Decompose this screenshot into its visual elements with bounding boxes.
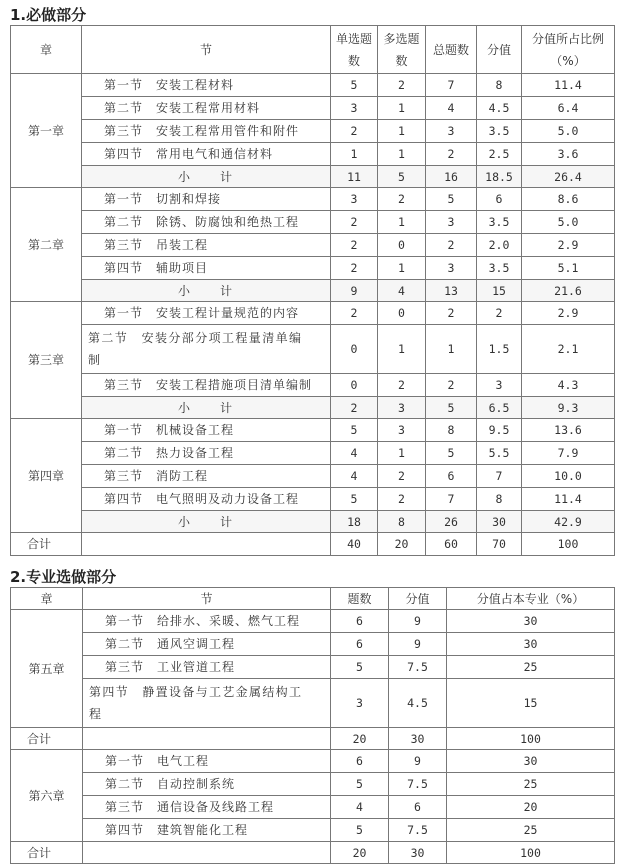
score-value: 30 bbox=[389, 728, 447, 750]
header-row bbox=[11, 26, 615, 74]
score-value: 7.5 bbox=[389, 656, 447, 679]
multi-count: 1 bbox=[378, 442, 426, 465]
section-name: 第一节 切割和焊接 bbox=[82, 188, 331, 211]
section-name: 第一节 电气工程 bbox=[83, 750, 331, 773]
table-row bbox=[11, 796, 615, 819]
count-value: 6 bbox=[331, 750, 389, 773]
ratio-value: 2.9 bbox=[522, 234, 615, 257]
ratio-value: 13.6 bbox=[522, 419, 615, 442]
header-score: 分值 bbox=[389, 588, 447, 610]
score-value: 6 bbox=[389, 796, 447, 819]
multi-count: 4 bbox=[378, 280, 426, 302]
single-count: 2 bbox=[331, 211, 378, 234]
table-row bbox=[11, 488, 615, 511]
total-count: 3 bbox=[426, 120, 477, 143]
chapter-total-row bbox=[11, 842, 615, 864]
count-value: 4 bbox=[331, 796, 389, 819]
total-count: 13 bbox=[426, 280, 477, 302]
multi-count: 1 bbox=[378, 211, 426, 234]
section2-title: 2.专业选做部分 bbox=[10, 568, 117, 586]
score-value: 2.5 bbox=[477, 143, 522, 166]
single-count: 5 bbox=[331, 419, 378, 442]
section-name: 第四节 常用电气和通信材料 bbox=[82, 143, 331, 166]
multi-count: 3 bbox=[378, 397, 426, 419]
single-count: 9 bbox=[331, 280, 378, 302]
multi-count: 2 bbox=[378, 465, 426, 488]
score-value: 6.5 bbox=[477, 397, 522, 419]
chapter-name: 第二章 bbox=[11, 188, 82, 302]
total-count: 4 bbox=[426, 97, 477, 120]
table-row bbox=[11, 419, 615, 442]
chapter-total-empty bbox=[83, 842, 331, 864]
section-name: 第三节 吊装工程 bbox=[82, 234, 331, 257]
multi-count: 3 bbox=[378, 419, 426, 442]
multi-count: 8 bbox=[378, 511, 426, 533]
multi-count: 2 bbox=[378, 74, 426, 97]
single-count: 1 bbox=[331, 143, 378, 166]
table-row bbox=[11, 442, 615, 465]
single-count: 18 bbox=[331, 511, 378, 533]
count-value: 5 bbox=[331, 773, 389, 796]
score-value: 9 bbox=[389, 750, 447, 773]
score-value: 9 bbox=[389, 633, 447, 656]
header-ratio: 分值占本专业（%） bbox=[447, 588, 615, 610]
count-value: 3 bbox=[331, 679, 389, 728]
section-name: 第三节 工业管道工程 bbox=[83, 656, 331, 679]
total-count: 1 bbox=[426, 325, 477, 374]
header-section: 节 bbox=[82, 26, 331, 74]
section-name: 第二节 安装工程常用材料 bbox=[82, 97, 331, 120]
section-name: 第一节 机械设备工程 bbox=[82, 419, 331, 442]
ratio-value: 7.9 bbox=[522, 442, 615, 465]
score-value: 30 bbox=[389, 842, 447, 864]
table-row bbox=[11, 97, 615, 120]
section-name: 第二节 通风空调工程 bbox=[83, 633, 331, 656]
score-value: 15 bbox=[477, 280, 522, 302]
single-count: 2 bbox=[331, 302, 378, 325]
score-value: 7.5 bbox=[389, 773, 447, 796]
subtotal-label: 小 计 bbox=[82, 397, 331, 419]
ratio-value: 11.4 bbox=[522, 488, 615, 511]
multi-count: 1 bbox=[378, 257, 426, 280]
count-value: 5 bbox=[331, 819, 389, 842]
chapter-total-label: 合计 bbox=[11, 842, 83, 864]
ratio-value: 25 bbox=[447, 656, 615, 679]
table-row bbox=[11, 773, 615, 796]
ratio-value: 15 bbox=[447, 679, 615, 728]
header-count: 题数 bbox=[331, 588, 389, 610]
section-name: 第三节 安装工程措施项目清单编制 bbox=[82, 374, 331, 397]
total-count: 8 bbox=[426, 419, 477, 442]
score-value: 3.5 bbox=[477, 211, 522, 234]
ratio-value: 42.9 bbox=[522, 511, 615, 533]
single-count: 3 bbox=[331, 188, 378, 211]
ratio-value: 100 bbox=[447, 842, 615, 864]
section-name: 第三节 通信设备及线路工程 bbox=[83, 796, 331, 819]
ratio-value: 4.3 bbox=[522, 374, 615, 397]
table-row bbox=[11, 374, 615, 397]
total-count: 5 bbox=[426, 397, 477, 419]
chapter-name: 第五章 bbox=[11, 610, 83, 728]
header-multi: 多选题数 bbox=[378, 26, 426, 74]
table-row bbox=[11, 211, 615, 234]
count-value: 20 bbox=[331, 728, 389, 750]
section-name: 第四节 辅助项目 bbox=[82, 257, 331, 280]
ratio-value: 9.3 bbox=[522, 397, 615, 419]
required-section-table bbox=[10, 25, 615, 556]
subtotal-row bbox=[11, 511, 615, 533]
total-count: 2 bbox=[426, 302, 477, 325]
section-name: 第二节 安装分部分项工程量清单编制 bbox=[82, 325, 331, 374]
ratio-value: 3.6 bbox=[522, 143, 615, 166]
ratio-value: 30 bbox=[447, 750, 615, 773]
total-count: 16 bbox=[426, 166, 477, 188]
chapter-total-empty bbox=[83, 728, 331, 750]
total-count: 5 bbox=[426, 188, 477, 211]
single-count: 2 bbox=[331, 397, 378, 419]
ratio-value: 100 bbox=[447, 728, 615, 750]
table-row bbox=[11, 679, 615, 728]
ratio-value: 25 bbox=[447, 819, 615, 842]
section-name: 第四节 静置设备与工艺金属结构工程 bbox=[83, 679, 331, 728]
score-value: 8 bbox=[477, 74, 522, 97]
grand-total-label: 合计 bbox=[11, 533, 82, 556]
score-value: 3.5 bbox=[477, 257, 522, 280]
total-count: 7 bbox=[426, 74, 477, 97]
multi-count: 0 bbox=[378, 302, 426, 325]
single-count: 3 bbox=[331, 97, 378, 120]
multi-count: 20 bbox=[378, 533, 426, 556]
total-count: 2 bbox=[426, 234, 477, 257]
ratio-value: 6.4 bbox=[522, 97, 615, 120]
multi-count: 0 bbox=[378, 234, 426, 257]
table-row bbox=[11, 325, 615, 374]
ratio-value: 5.1 bbox=[522, 257, 615, 280]
section-name: 第三节 消防工程 bbox=[82, 465, 331, 488]
score-value: 4.5 bbox=[477, 97, 522, 120]
single-count: 0 bbox=[331, 374, 378, 397]
header-total: 总题数 bbox=[426, 26, 477, 74]
section-name: 第一节 给排水、采暖、燃气工程 bbox=[83, 610, 331, 633]
count-value: 6 bbox=[331, 610, 389, 633]
chapter-name: 第四章 bbox=[11, 419, 82, 533]
score-value: 9 bbox=[389, 610, 447, 633]
single-count: 5 bbox=[331, 74, 378, 97]
ratio-value: 11.4 bbox=[522, 74, 615, 97]
score-value: 8 bbox=[477, 488, 522, 511]
table-row bbox=[11, 257, 615, 280]
section-name: 第四节 电气照明及动力设备工程 bbox=[82, 488, 331, 511]
score-value: 18.5 bbox=[477, 166, 522, 188]
single-count: 4 bbox=[331, 442, 378, 465]
subtotal-row bbox=[11, 166, 615, 188]
ratio-value: 2.9 bbox=[522, 302, 615, 325]
section1-title: 1.必做部分 bbox=[10, 6, 87, 24]
ratio-value: 5.0 bbox=[522, 211, 615, 234]
header-ratio: 分值所占比例（%） bbox=[522, 26, 615, 74]
section-name: 第二节 热力设备工程 bbox=[82, 442, 331, 465]
ratio-value: 26.4 bbox=[522, 166, 615, 188]
multi-count: 1 bbox=[378, 120, 426, 143]
subtotal-label: 小 计 bbox=[82, 280, 331, 302]
table-row bbox=[11, 656, 615, 679]
header-chapter: 章 bbox=[11, 588, 83, 610]
total-count: 6 bbox=[426, 465, 477, 488]
ratio-value: 25 bbox=[447, 773, 615, 796]
ratio-value: 5.0 bbox=[522, 120, 615, 143]
multi-count: 5 bbox=[378, 166, 426, 188]
table-row bbox=[11, 302, 615, 325]
ratio-value: 21.6 bbox=[522, 280, 615, 302]
subtotal-label: 小 计 bbox=[82, 511, 331, 533]
ratio-value: 2.1 bbox=[522, 325, 615, 374]
header-chapter: 章 bbox=[11, 26, 82, 74]
total-count: 7 bbox=[426, 488, 477, 511]
chapter-name: 第六章 bbox=[11, 750, 83, 842]
total-count: 26 bbox=[426, 511, 477, 533]
table-row bbox=[11, 74, 615, 97]
count-value: 20 bbox=[331, 842, 389, 864]
single-count: 5 bbox=[331, 488, 378, 511]
total-count: 2 bbox=[426, 374, 477, 397]
single-count: 2 bbox=[331, 257, 378, 280]
table-row bbox=[11, 234, 615, 257]
total-count: 3 bbox=[426, 257, 477, 280]
subtotal-label: 小 计 bbox=[82, 166, 331, 188]
ratio-value: 30 bbox=[447, 610, 615, 633]
score-value: 2 bbox=[477, 302, 522, 325]
single-count: 11 bbox=[331, 166, 378, 188]
multi-count: 1 bbox=[378, 325, 426, 374]
score-value: 3 bbox=[477, 374, 522, 397]
header-score: 分值 bbox=[477, 26, 522, 74]
score-value: 7 bbox=[477, 465, 522, 488]
total-count: 3 bbox=[426, 211, 477, 234]
single-count: 2 bbox=[331, 120, 378, 143]
table-row bbox=[11, 819, 615, 842]
count-value: 6 bbox=[331, 633, 389, 656]
multi-count: 2 bbox=[378, 488, 426, 511]
section-name: 第二节 自动控制系统 bbox=[83, 773, 331, 796]
single-count: 4 bbox=[331, 465, 378, 488]
ratio-value: 30 bbox=[447, 633, 615, 656]
multi-count: 2 bbox=[378, 374, 426, 397]
table-row bbox=[11, 610, 615, 633]
score-value: 70 bbox=[477, 533, 522, 556]
ratio-value: 20 bbox=[447, 796, 615, 819]
ratio-value: 10.0 bbox=[522, 465, 615, 488]
section-name: 第二节 除锈、防腐蚀和绝热工程 bbox=[82, 211, 331, 234]
multi-count: 1 bbox=[378, 143, 426, 166]
chapter-name: 第一章 bbox=[11, 74, 82, 188]
grand-total-row bbox=[11, 533, 615, 556]
score-value: 1.5 bbox=[477, 325, 522, 374]
chapter-name: 第三章 bbox=[11, 302, 82, 419]
chapter-total-row bbox=[11, 728, 615, 750]
chapter-total-label: 合计 bbox=[11, 728, 83, 750]
score-value: 9.5 bbox=[477, 419, 522, 442]
total-count: 5 bbox=[426, 442, 477, 465]
score-value: 7.5 bbox=[389, 819, 447, 842]
section-name: 第一节 安装工程计量规范的内容 bbox=[82, 302, 331, 325]
section-name: 第三节 安装工程常用管件和附件 bbox=[82, 120, 331, 143]
ratio-value: 8.6 bbox=[522, 188, 615, 211]
score-value: 4.5 bbox=[389, 679, 447, 728]
score-value: 30 bbox=[477, 511, 522, 533]
single-count: 0 bbox=[331, 325, 378, 374]
table-row bbox=[11, 465, 615, 488]
score-value: 5.5 bbox=[477, 442, 522, 465]
single-count: 40 bbox=[331, 533, 378, 556]
header-row bbox=[11, 588, 615, 610]
single-count: 2 bbox=[331, 234, 378, 257]
table-row bbox=[11, 143, 615, 166]
ratio-value: 100 bbox=[522, 533, 615, 556]
grand-total-empty bbox=[82, 533, 331, 556]
table-row bbox=[11, 633, 615, 656]
multi-count: 1 bbox=[378, 97, 426, 120]
header-single: 单选题数 bbox=[331, 26, 378, 74]
score-value: 6 bbox=[477, 188, 522, 211]
total-count: 60 bbox=[426, 533, 477, 556]
total-count: 2 bbox=[426, 143, 477, 166]
count-value: 5 bbox=[331, 656, 389, 679]
multi-count: 2 bbox=[378, 188, 426, 211]
table-row bbox=[11, 120, 615, 143]
section-name: 第四节 建筑智能化工程 bbox=[83, 819, 331, 842]
score-value: 2.0 bbox=[477, 234, 522, 257]
score-value: 3.5 bbox=[477, 120, 522, 143]
table-row bbox=[11, 750, 615, 773]
subtotal-row bbox=[11, 397, 615, 419]
table-row bbox=[11, 188, 615, 211]
elective-section-table bbox=[10, 587, 615, 864]
header-section: 节 bbox=[83, 588, 331, 610]
section-name: 第一节 安装工程材料 bbox=[82, 74, 331, 97]
subtotal-row bbox=[11, 280, 615, 302]
